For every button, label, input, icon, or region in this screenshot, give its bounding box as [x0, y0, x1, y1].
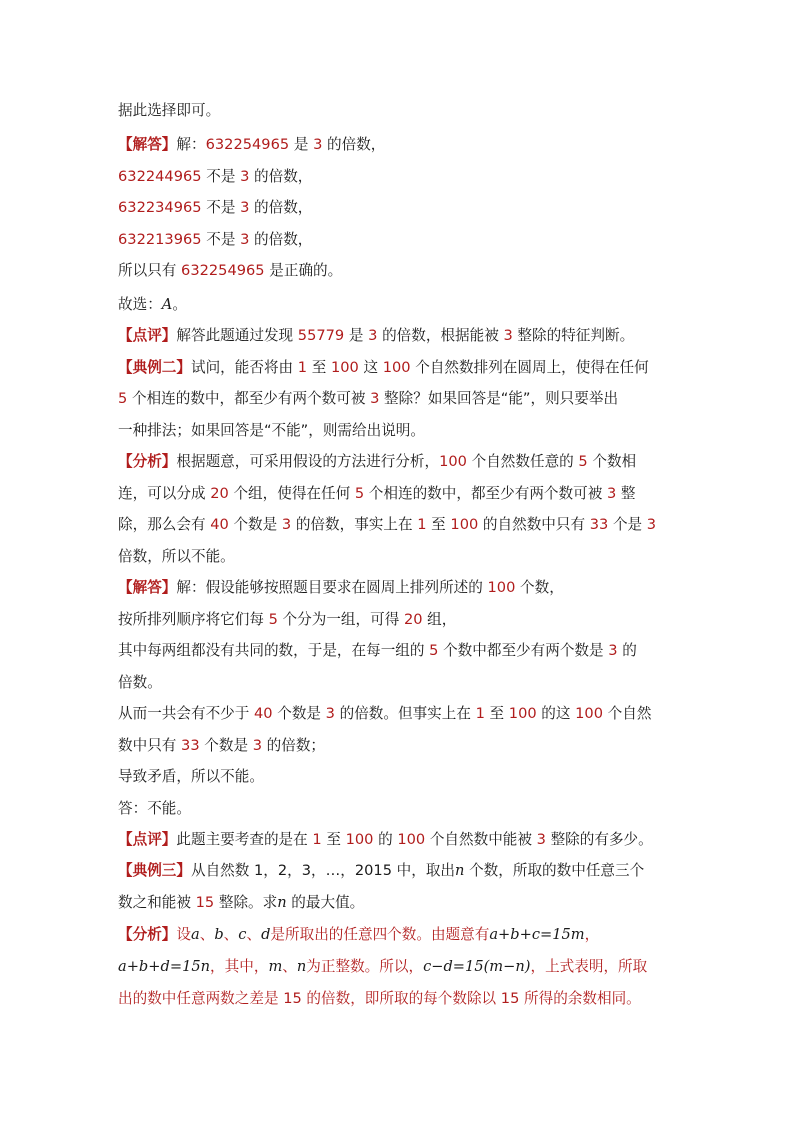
text-line: 据此选择即可。: [118, 102, 221, 119]
equation: c−d=15(m−n): [423, 958, 531, 975]
text-line: 所以只有 632254965 是正确的。: [118, 262, 343, 279]
section-tag: 【分析】: [118, 926, 177, 943]
section-tag: 【点评】: [118, 831, 177, 848]
text-line: 632213965 不是 3 的倍数，: [118, 231, 313, 248]
section-tag: 【典例二】: [118, 359, 191, 376]
section-tag: 【分析】: [118, 453, 177, 470]
text-line: 【解答】解：假设能够按照题目要求在圆周上排列所述的 100 个数，: [118, 579, 564, 596]
number: 632234965: [118, 199, 202, 216]
text-line: 故选：A。: [118, 296, 187, 313]
text-line: 一种排法；如果回答是“不能”，则需给出说明。: [118, 422, 425, 439]
text-line: 从而一共会有不少于 40 个数是 3 的倍数。但事实上在 1 至 100 的这 100 个自然: [118, 705, 652, 722]
section-tag: 【解答】: [118, 136, 177, 153]
text-line: 【典例三】从自然数 1，2，3，…，2015 中，取出n 个数，所取的数中任意三个: [118, 862, 645, 879]
text-line: 632244965 不是 3 的倍数，: [118, 168, 313, 185]
text-line: 答：不能。: [118, 800, 191, 817]
text-line: 其中每两组都没有共同的数，于是，在每一组的 5 个数中都至少有两个数是 3 的: [118, 642, 637, 659]
text-line: 【分析】根据题意，可采用假设的方法进行分析，100 个自然数任意的 5 个数相: [118, 453, 637, 470]
equation: a+b+d=15n: [118, 958, 211, 975]
text-line: a+b+d=15n，其中，m、n为正整数。所以，c−d=15(m−n)，上式表明，所取: [118, 958, 648, 975]
text-line: 【典例二】试问，能否将由 1 至 100 这 100 个自然数排列在圆周上，使得在任何: [118, 359, 649, 376]
answer-letter: A: [161, 296, 173, 313]
text-line: 数中只有 33 个数是 3 的倍数；: [118, 737, 326, 754]
text-line: 导致矛盾，所以不能。: [118, 768, 264, 785]
text-line: 倍数。: [118, 674, 162, 691]
text-line: 除，那么会有 40 个数是 3 的倍数，事实上在 1 至 100 的自然数中只有 33 个是 3: [118, 516, 657, 533]
number: 632254965: [205, 136, 290, 153]
text-line: 倍数，所以不能。: [118, 548, 235, 565]
number: 632213965: [118, 231, 202, 248]
section-tag: 【点评】: [118, 327, 177, 344]
text-line: 【分析】设a、b、c、d是所取出的任意四个数。由题意有a+b+c=15m，: [118, 926, 600, 943]
text-line: 5 个相连的数中，都至少有两个数可被 3 整除？如果回答是“能”，则只要举出: [118, 390, 619, 407]
equation: a+b+c=15m: [489, 926, 585, 943]
text-line: 【点评】此题主要考查的是在 1 至 100 的 100 个自然数中能被 3 整除的有多少。: [118, 831, 653, 848]
text-line: 数之和能被 15 整除。求n 的最大值。: [118, 894, 365, 911]
text-line: 【点评】解答此题通过发现 55779 是 3 的倍数，根据能被 3 整除的特征判断。: [118, 327, 635, 344]
text-line: 632234965 不是 3 的倍数，: [118, 199, 313, 216]
text-line: 出的数中任意两数之差是 15 的倍数，即所取的每个数除以 15 所得的余数相同。: [118, 990, 641, 1007]
text-line: 按所排列顺序将它们每 5 个分为一组，可得 20 组，: [118, 611, 457, 628]
text-line: 连，可以分成 20 个组，使得在任何 5 个相连的数中，都至少有两个数可被 3 整: [118, 485, 636, 502]
number: 632244965: [118, 168, 202, 185]
section-tag: 【解答】: [118, 579, 177, 596]
text-line: 【解答】解：632254965 是 3 的倍数，: [118, 136, 386, 153]
section-tag: 【典例三】: [118, 862, 191, 879]
number: 632254965: [181, 262, 265, 279]
